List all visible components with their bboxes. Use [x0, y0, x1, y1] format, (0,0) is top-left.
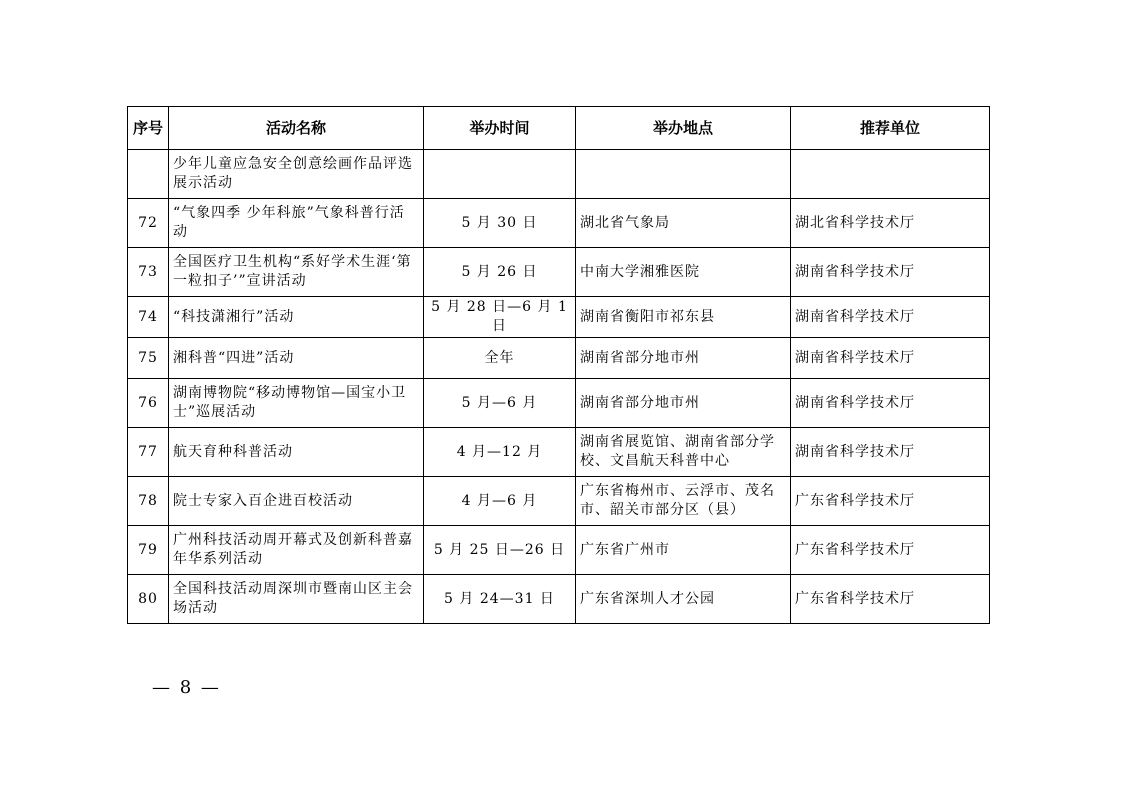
table-header-row: [128, 107, 990, 150]
cell-activity-name: 全国科技活动周深圳市暨南山区主会场活动: [169, 575, 424, 624]
cell-location: 湖南省部分地市州: [576, 338, 791, 379]
cell-location: 广东省梅州市、云浮市、茂名市、韶关市部分区（县）: [576, 477, 791, 526]
cell-time: 5 月 26 日: [424, 248, 576, 297]
cell-recommender: [791, 150, 990, 199]
table-row: [128, 150, 990, 199]
header-index: 序号: [128, 107, 169, 150]
cell-activity-name: 院士专家入百企进百校活动: [169, 477, 424, 526]
cell-recommender: 广东省科学技术厅: [791, 526, 990, 575]
cell-location: 湖南省衡阳市祁东县: [576, 297, 791, 338]
cell-location: [576, 150, 791, 199]
cell-index: 72: [128, 199, 169, 248]
cell-activity-name: 广州科技活动周开幕式及创新科普嘉年华系列活动: [169, 526, 424, 575]
cell-recommender: 湖南省科学技术厅: [791, 248, 990, 297]
cell-location: 广东省深圳人才公园: [576, 575, 791, 624]
header-recommender: 推荐单位: [791, 107, 990, 150]
cell-index: 75: [128, 338, 169, 379]
header-activity-name: 活动名称: [169, 107, 424, 150]
cell-time: 5 月—6 月: [424, 379, 576, 428]
cell-index: 79: [128, 526, 169, 575]
cell-index: 74: [128, 297, 169, 338]
cell-index: 76: [128, 379, 169, 428]
cell-location: 广东省广州市: [576, 526, 791, 575]
cell-time: 5 月 30 日: [424, 199, 576, 248]
table-row: [128, 248, 990, 297]
cell-activity-name: 湖南博物院“移动博物馆—国宝小卫士”巡展活动: [169, 379, 424, 428]
table-row: [128, 338, 990, 379]
table-row: [128, 379, 990, 428]
cell-time: 4 月—6 月: [424, 477, 576, 526]
page-number: — 8 —: [152, 677, 221, 698]
cell-index: [128, 150, 169, 199]
header-location: 举办地点: [576, 107, 791, 150]
activity-table: [127, 106, 990, 624]
cell-activity-name: 全国医疗卫生机构“系好学术生涯‘第一粒扣子’”宣讲活动: [169, 248, 424, 297]
cell-recommender: 湖北省科学技术厅: [791, 199, 990, 248]
cell-location: 中南大学湘雅医院: [576, 248, 791, 297]
cell-time: 5 月 28 日—6 月 1 日: [424, 297, 576, 338]
table-row: [128, 477, 990, 526]
table-row: [128, 526, 990, 575]
cell-recommender: 广东省科学技术厅: [791, 477, 990, 526]
cell-activity-name: “科技潇湘行”活动: [169, 297, 424, 338]
table-row: [128, 428, 990, 477]
cell-location: 湖北省气象局: [576, 199, 791, 248]
cell-activity-name: 少年儿童应急安全创意绘画作品评选展示活动: [169, 150, 424, 199]
cell-recommender: 广东省科学技术厅: [791, 575, 990, 624]
cell-recommender: 湖南省科学技术厅: [791, 338, 990, 379]
cell-time: 5 月 25 日—26 日: [424, 526, 576, 575]
table-row: [128, 297, 990, 338]
cell-time: 4 月—12 月: [424, 428, 576, 477]
cell-activity-name: 湘科普“四进”活动: [169, 338, 424, 379]
cell-activity-name: “气象四季 少年科旅”气象科普行活动: [169, 199, 424, 248]
cell-time: 5 月 24—31 日: [424, 575, 576, 624]
cell-index: 80: [128, 575, 169, 624]
cell-location: 湖南省部分地市州: [576, 379, 791, 428]
cell-recommender: 湖南省科学技术厅: [791, 297, 990, 338]
table-row: [128, 575, 990, 624]
cell-recommender: 湖南省科学技术厅: [791, 379, 990, 428]
cell-time: [424, 150, 576, 199]
cell-time: 全年: [424, 338, 576, 379]
cell-index: 73: [128, 248, 169, 297]
cell-activity-name: 航天育种科普活动: [169, 428, 424, 477]
table-row: [128, 199, 990, 248]
cell-index: 77: [128, 428, 169, 477]
cell-recommender: 湖南省科学技术厅: [791, 428, 990, 477]
cell-index: 78: [128, 477, 169, 526]
header-time: 举办时间: [424, 107, 576, 150]
cell-location: 湖南省展览馆、湖南省部分学校、文昌航天科普中心: [576, 428, 791, 477]
